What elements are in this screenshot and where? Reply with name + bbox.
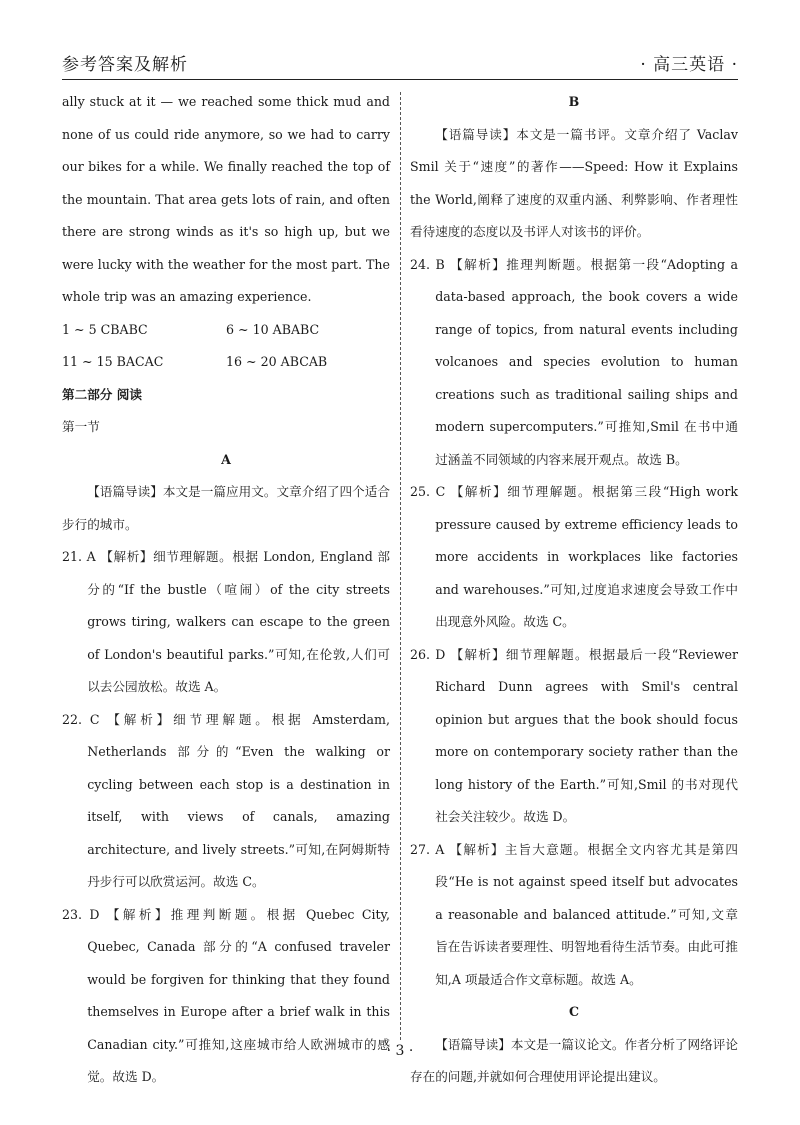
- answer-21: 21. A 【解析】细节理解题。根据 London, England 部分的“If the bustle（喧闹）of the city streets grows tiring, walkers can escape to the green of London's beautiful parks.”可知,在伦敦,人们可以去公园放松。故选 A。: [62, 549, 390, 694]
- answer-25: 25. C 【解析】细节理解题。根据第三段“High work pressure caused by extreme efficiency leads to more accidents in workplaces like factories and warehouses.”可知,过度追求速度会导致工作中出现意外风险。故选 C。: [410, 484, 738, 629]
- answer-22: 22. C 【解析】细节理解题。根据 Amsterdam, Netherlands 部分的“Even the walking or cycling between each stop is a destination in itself, with views of canals, amazing architecture, and lively streets.”可知,在阿姆斯特丹步行可以欣赏运河。故选 C。: [62, 711, 390, 889]
- passage-c-heading: C: [568, 1004, 580, 1019]
- header-subject: · 高三英语 ·: [640, 55, 738, 75]
- passage-c-guide: 【语篇导读】本文是一篇议论文。作者分析了网络评论存在的问题,并就如何合理使用评论提出建议。: [410, 1036, 738, 1084]
- answer-group: 6 ~ 10 ABABC: [226, 321, 320, 337]
- header-title: 参考答案及解析: [62, 55, 188, 75]
- page-header: [62, 52, 738, 80]
- continued-passage: ally stuck at it — we reached some thick mud and none of us could ride anymore, so we had to carry our bikes for a while. We finally reached the top of the mountain. That area gets lots of rain, and often there are strong winds as it's so high up, but we were lucky with the weather for the most part. The whole trip was an amazing experience.: [62, 94, 390, 304]
- part-heading: 第二部分 阅读: [62, 386, 142, 402]
- passage-a-heading: A: [221, 451, 231, 467]
- answer-27: 27. A 【解析】主旨大意题。根据全文内容尤其是第四段“He is not against speed itself but advocates a reasonable and balanced attitude.”可知,文章旨在告诉读者要理性、明智地看待生活节奏。由此可推知,A 项最适合作文章标题。故选 A。: [410, 841, 738, 987]
- passage-b-guide: 【语篇导读】本文是一篇书评。文章介绍了 Vaclav Smil 关于“速度”的著作——Speed: How it Explains the World,阐释了速度的双重内涵、利弊影响、作者理性看待速度的态度以及书评人对该书的评价。: [410, 126, 738, 239]
- column-divider: [400, 92, 401, 1040]
- passage-a-guide: 【语篇导读】本文是一篇应用文。文章介绍了四个适合步行的城市。: [62, 484, 390, 532]
- answer-group: 16 ~ 20 ABCAB: [226, 354, 328, 369]
- answer-23: 23. D 【解析】推理判断题。根据 Quebec City, Quebec, Canada 部分的“A confused traveler would be forgiven for thinking that they found themselves in Europe after a brief walk in this Canadian city.”可推知,这座城市给人欧洲城市的感觉。故选 D。: [62, 906, 390, 1084]
- answer-24: 24. B 【解析】推理判断题。根据第一段“Adopting a data-based approach, the book covers a wide range of topics, from natural events including volcanoes and species evolution to human creations such as traditional sailing ships and modern supercomputers.”可推知,Smil 在书中通过涵盖不同领域的内容来展开观点。故选 B。: [410, 256, 738, 467]
- answer-row: [62, 314, 390, 347]
- left-column: [62, 86, 390, 1094]
- answer-group: 11 ~ 15 BACAC: [62, 354, 164, 369]
- passage-b-heading: B: [568, 94, 580, 109]
- right-column: [410, 86, 738, 1094]
- answer-group: 1 ~ 5 CBABC: [62, 321, 148, 337]
- answer-row: [62, 346, 390, 379]
- section-heading: 第一节: [62, 419, 100, 434]
- answer-26: 26. D 【解析】细节理解题。根据最后一段“Reviewer Richard Dunn agrees with Smil's central opinion but argues that the book should focus more on contemporary society rather than the long history of the Earth.”可知,Smil 的书对现代社会关注较少。故选 D。: [410, 646, 738, 824]
- page-number: · 3 ·: [386, 1043, 414, 1059]
